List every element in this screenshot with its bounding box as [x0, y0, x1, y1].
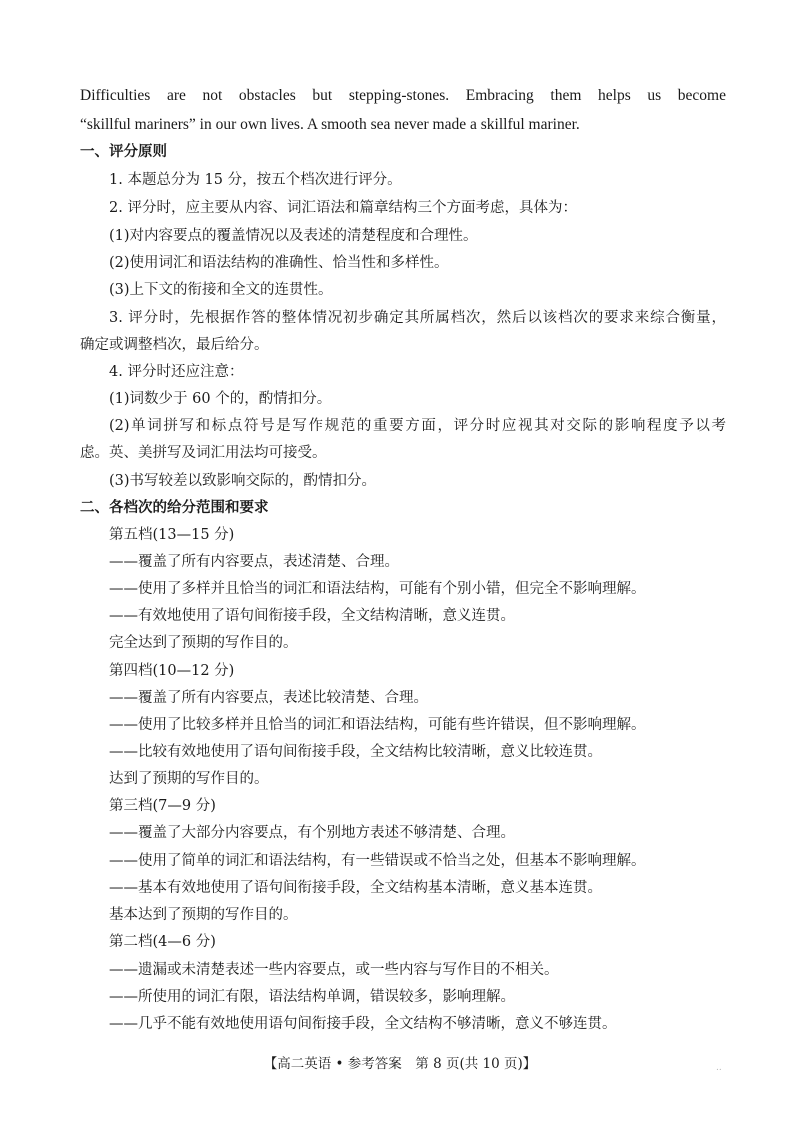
principle-item: (3)书写较差以致影响交际的，酌情扣分。 [109, 473, 377, 489]
grade-criterion: ——遗漏或未清楚表述一些内容要点，或一些内容与写作目的不相关。 [109, 962, 559, 978]
intro-line-1: Difficulties are not obstacles but stepping-stones. Embracing them helps us become [80, 87, 726, 104]
grade-criterion: ——覆盖了所有内容要点，表述清楚、合理。 [109, 554, 399, 570]
principle-item: 3. 评分时，先根据作答的整体情况初步确定其所属档次，然后以该档次的要求来综合衡量， [109, 310, 726, 326]
section-heading-grade-bands: 二、各档次的给分范围和要求 [80, 500, 269, 516]
page-footer [0, 1054, 800, 1074]
grade-summary: 完全达到了预期的写作目的。 [109, 635, 298, 651]
grade-criterion: ——有效地使用了语句间衔接手段，全文结构清晰，意义连贯。 [109, 608, 515, 624]
principle-item-continuation: 虑。英、美拼写及词汇用法均可接受。 [80, 445, 327, 461]
corner-mark: .. [716, 1063, 722, 1073]
grade-criterion: ——覆盖了所有内容要点，表述比较清楚、合理。 [109, 690, 428, 706]
principle-item-continuation: 确定或调整档次，最后给分。 [80, 337, 269, 353]
principle-item: 2. 评分时，应主要从内容、词汇语法和篇章结构三个方面考虑，具体为： [109, 200, 577, 216]
grade-summary: 达到了预期的写作目的。 [109, 771, 269, 787]
grade-band-title: 第四档(10—12 分) [109, 663, 235, 679]
principle-item: (2)单词拼写和标点符号是写作规范的重要方面，评分时应视其对交际的影响程度予以考 [109, 418, 726, 434]
grade-band-title: 第五档(13—15 分) [109, 527, 235, 543]
grade-criterion: ——使用了比较多样并且恰当的词汇和语法结构，可能有些许错误，但不影响理解。 [109, 717, 646, 733]
grade-criterion: ——基本有效地使用了语句间衔接手段，全文结构基本清晰，意义基本连贯。 [109, 880, 602, 896]
grade-criterion: ——覆盖了大部分内容要点，有个别地方表述不够清楚、合理。 [109, 825, 515, 841]
principle-item: (3)上下文的衔接和全文的连贯性。 [109, 282, 333, 298]
principle-item: (2)使用词汇和语法结构的准确性、恰当性和多样性。 [109, 255, 449, 271]
grade-criterion: ——所使用的词汇有限，语法结构单调，错误较多，影响理解。 [109, 989, 515, 1005]
grade-criterion: ——使用了简单的词汇和语法结构，有一些错误或不恰当之处，但基本不影响理解。 [109, 853, 646, 869]
section-heading-scoring-principles: 一、评分原则 [80, 144, 167, 160]
grade-band-title: 第三档(7—9 分) [109, 798, 216, 814]
footer-page-info: 【高二英语 • 参考答案 第 8 页(共 10 页)】 [263, 1056, 537, 1072]
principle-item: 1. 本题总分为 15 分，按五个档次进行评分。 [109, 172, 402, 188]
grade-band-title: 第二档(4—6 分) [109, 934, 216, 950]
grade-criterion: ——几乎不能有效地使用语句间衔接手段，全文结构不够清晰，意义不够连贯。 [109, 1016, 617, 1032]
principle-item: (1)对内容要点的覆盖情况以及表述的清楚程度和合理性。 [109, 228, 478, 244]
grade-summary: 基本达到了预期的写作目的。 [109, 907, 298, 923]
grade-criterion: ——比较有效地使用了语句间衔接手段，全文结构比较清晰，意义比较连贯。 [109, 744, 602, 760]
grade-criterion: ——使用了多样并且恰当的词汇和语法结构，可能有个别小错，但完全不影响理解。 [109, 581, 646, 597]
principle-item: (1)词数少于 60 个的，酌情扣分。 [109, 391, 332, 407]
intro-line-2: “skillful mariners” in our own lives. A smooth sea never made a skillful mariner. [80, 116, 580, 133]
principle-item: 4. 评分时还应注意： [109, 364, 244, 380]
